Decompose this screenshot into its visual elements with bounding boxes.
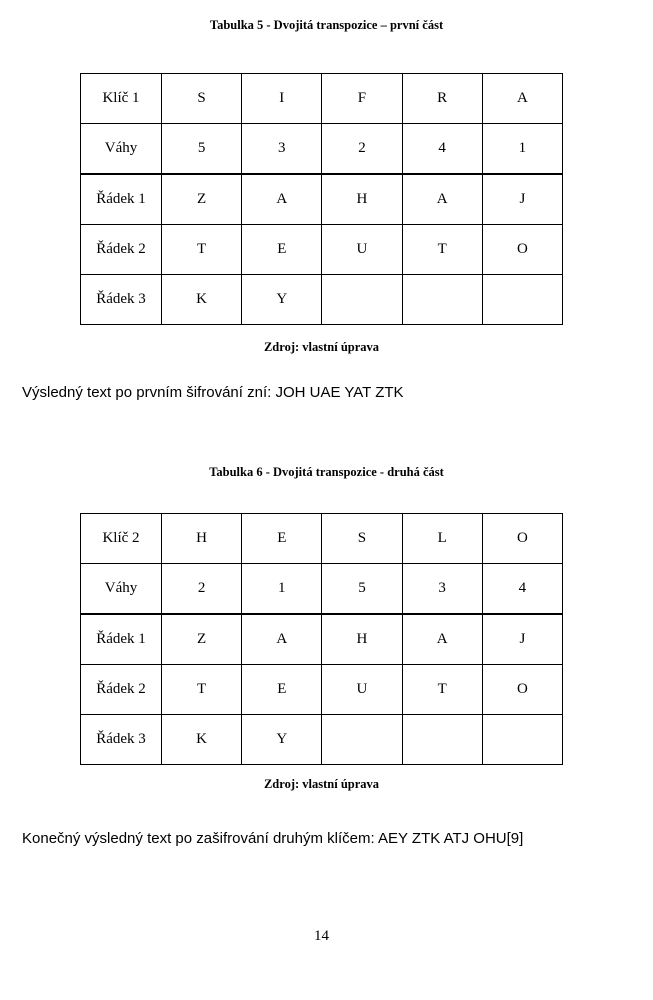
table-cell: U — [322, 225, 402, 275]
row-label: Váhy — [81, 564, 162, 615]
table-cell: O — [482, 514, 562, 564]
table-cell: O — [482, 225, 562, 275]
table-cell: L — [402, 514, 482, 564]
table-cell: A — [482, 74, 562, 124]
row-label: Řádek 3 — [81, 715, 162, 765]
table-cell: Y — [242, 715, 322, 765]
table-cell: S — [162, 74, 242, 124]
table-row — [81, 665, 563, 715]
table-cell — [402, 275, 482, 325]
table5 — [80, 73, 563, 325]
table-cell: S — [322, 514, 402, 564]
table-cell: K — [162, 715, 242, 765]
table6-source: Zdroj: vlastní úprava — [263, 777, 380, 791]
table-cell: T — [402, 665, 482, 715]
table-cell: U — [322, 665, 402, 715]
table-cell: J — [482, 614, 562, 665]
table-cell: H — [322, 614, 402, 665]
table6 — [80, 513, 563, 765]
table-cell — [322, 715, 402, 765]
row-label: Řádek 1 — [81, 174, 162, 225]
table-row — [81, 614, 563, 665]
table-cell — [482, 275, 562, 325]
table-cell: H — [162, 514, 242, 564]
table-cell: Z — [162, 174, 242, 225]
table-cell: 4 — [402, 124, 482, 175]
table-row — [81, 564, 563, 615]
table-cell: 5 — [162, 124, 242, 175]
table-cell: I — [242, 74, 322, 124]
table-cell: R — [402, 74, 482, 124]
table-cell: K — [162, 275, 242, 325]
table5-source: Zdroj: vlastní úprava — [263, 340, 380, 354]
table-cell: A — [402, 174, 482, 225]
table-cell: 2 — [162, 564, 242, 615]
table-row — [81, 225, 563, 275]
table-cell: E — [242, 514, 322, 564]
page-number: 14 — [314, 928, 329, 944]
row-label: Váhy — [81, 124, 162, 175]
table-cell: 2 — [322, 124, 402, 175]
table-cell: E — [242, 225, 322, 275]
table-row — [81, 275, 563, 325]
table-cell: Y — [242, 275, 322, 325]
table-row — [81, 174, 563, 225]
table-cell: A — [402, 614, 482, 665]
row-label: Řádek 2 — [81, 665, 162, 715]
table-cell: E — [242, 665, 322, 715]
paragraph-final-encryption: Konečný výsledný text po zašifrování druhým klíčem: AEY ZTK ATJ OHU[9] — [22, 830, 524, 847]
table-cell: 3 — [242, 124, 322, 175]
row-label: Klíč 2 — [81, 514, 162, 564]
table-cell — [322, 275, 402, 325]
table-cell: F — [322, 74, 402, 124]
table6-caption: Tabulka 6 - Dvojitá transpozice - druhá část — [209, 465, 444, 479]
row-label: Klíč 1 — [81, 74, 162, 124]
table-cell: 1 — [242, 564, 322, 615]
table-cell: Z — [162, 614, 242, 665]
row-label: Řádek 3 — [81, 275, 162, 325]
table-row — [81, 74, 563, 124]
paragraph-first-encryption: Výsledný text po prvním šifrování zní: JOH UAE YAT ZTK — [22, 384, 404, 401]
row-label: Řádek 2 — [81, 225, 162, 275]
table5-caption: Tabulka 5 - Dvojitá transpozice – první část — [209, 18, 444, 32]
table-row — [81, 715, 563, 765]
table-cell: 1 — [482, 124, 562, 175]
table-cell: T — [162, 225, 242, 275]
table-cell: 3 — [402, 564, 482, 615]
table-cell: 5 — [322, 564, 402, 615]
table-cell — [402, 715, 482, 765]
table-cell: A — [242, 614, 322, 665]
table-cell: A — [242, 174, 322, 225]
table-cell: 4 — [482, 564, 562, 615]
table-cell: T — [162, 665, 242, 715]
table-cell: T — [402, 225, 482, 275]
table-row — [81, 124, 563, 175]
table-row — [81, 514, 563, 564]
table-cell: J — [482, 174, 562, 225]
table-cell: H — [322, 174, 402, 225]
table-cell: O — [482, 665, 562, 715]
row-label: Řádek 1 — [81, 614, 162, 665]
table-cell — [482, 715, 562, 765]
